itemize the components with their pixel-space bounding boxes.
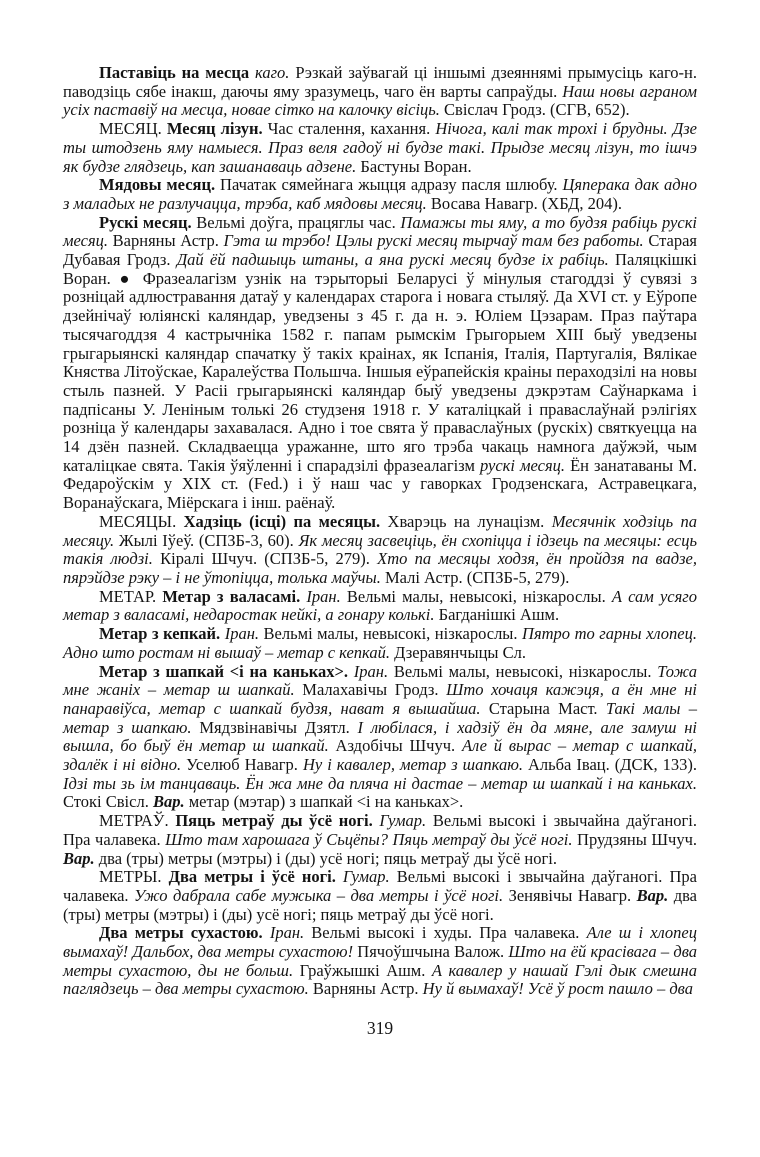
text-run: Пачатак сямейнага жыцця адразу пасля шлюбу. bbox=[215, 175, 563, 195]
text-run: Багданішкі Ашм. bbox=[434, 605, 560, 625]
paragraph bbox=[63, 924, 697, 999]
text-run: Час сталення, кахання. bbox=[262, 119, 436, 139]
text-run: Малі Астр. (СПЗБ-5, 279). bbox=[380, 567, 570, 587]
paragraph bbox=[63, 812, 697, 868]
text-run: Мядовы месяц. bbox=[99, 175, 216, 195]
text-run: два (тры) метры (мэтры) і (ды) усё ногі; пяць метраў ды ўсё ногі. bbox=[63, 885, 698, 924]
text-run: Уселюб Навагр. bbox=[181, 755, 303, 775]
text-run: МЕТАР. bbox=[99, 586, 163, 606]
paragraph bbox=[63, 120, 697, 176]
text-run: Бастуны Воран. bbox=[356, 156, 472, 176]
text-run: Вельмі доўга, працяглы час. bbox=[191, 212, 401, 232]
paragraph bbox=[63, 663, 697, 813]
text-run: Хто па месяцы ходзя, ён пройдзя па вадзе, пярэйдзе рэку – і не ўтопіцца, толька маўчы. bbox=[63, 549, 697, 587]
text-run: рускі месяц. bbox=[479, 455, 566, 475]
text-run: Стокі Свісл. bbox=[63, 792, 153, 812]
text-run: Граўжышкі Ашм. bbox=[293, 960, 432, 980]
text-run: Вельмі высокі і звычайна даўганогі. Пра чалавека. bbox=[63, 867, 697, 905]
paragraph bbox=[63, 868, 697, 924]
text-run: Што хочаця кажэця, а ён мне ні панаравіўса, метар с шапкай будзя, нават я вышайша. bbox=[63, 680, 698, 718]
text-run: Зенявічы Навагр. bbox=[503, 885, 637, 905]
text-run: два (тры) метры (мэтры) і (ды) усё ногі; пяць метраў ды ўсё ногі. bbox=[94, 848, 557, 868]
text-run: Дай ёй падшыць штаны, а яна рускі месяц будзе іх рабіць. bbox=[176, 250, 609, 270]
text-run: Ну й вымахаў! Усё ў рост пашло – два bbox=[422, 979, 693, 999]
paragraph bbox=[63, 214, 697, 513]
text-run: А кавалер у нашай Гэлі дык смешна паглядзець – два метры сухастою. bbox=[63, 960, 697, 999]
text-run: Два метры і ўсё ногі. bbox=[168, 867, 336, 887]
text-run: Кіралі Шчуч. (СПЗБ-5, 279). bbox=[152, 549, 378, 569]
text-run: Месяц лізун. bbox=[166, 119, 263, 139]
text-run: Старая Дубавая Гродз. bbox=[63, 231, 698, 270]
text-run: Рускі месяц. bbox=[99, 212, 192, 232]
text-run: Што на ёй красівага – два метры сухастою, ды не больш. bbox=[63, 942, 697, 980]
text-run: Метар з кепкай. bbox=[99, 624, 221, 644]
text-run: МЕСЯЦЫ. bbox=[99, 511, 184, 531]
text-run: Пятро то гарны хлопец. Адно што ростам ні вышаў – метар с кепкай. bbox=[63, 624, 698, 662]
text-run: Вельмі высокі і звычайна даўганогі. Пра чалавека. bbox=[63, 811, 698, 849]
text-run: Метар з валасамі. bbox=[162, 586, 301, 606]
text-run: Гумар. bbox=[335, 867, 390, 887]
text-run: А сам усяго метар з валасамі, недаростак нейкі, а гонару колькі. bbox=[63, 586, 697, 625]
text-run: Нічога, калі так трохі і брудны. Дзе ты штодзень яму намыеся. Праз веля гадоў ні будзе такі. Прыдзе месяц лізун, то ішчэ як будзе глядзець, кап зашанаваць адзене. bbox=[63, 119, 697, 176]
text-run: Паляцкішкі Воран. ● Фразеалагізм узнік на тэрыторыі Беларусі ў мінулыя стагоддзі ў сувязі з розніцай адлюстравання датаў у календарах старога і новага стыляў. Да XVI ст. у Еўропе дзейнічаў юліянскі каляндар, уведзены з 45 г. да н. э. Юліем Цэзарам. Праз паўтара тысячагоддзя 4 кастрычніка 1582 г. папам рымскім Грыгорыем XIII быў уведзены грыгарыянскі каляндар спачатку ў такіх краінах, як Іспанія, Італія, Партугалія, Вялікае Княства Літоўскае, Каралеўства Польшча. Іншыя еўрапейскія краіны пераходзілі на новы стыль пазней. У Расіі грыгарыянскі каляндар быў уведзены дэкрэтам Саўнаркама і падпісаны У. Леніным толькі 26 студзеня 1918 г. У каталіцкай і праваслаўнай рэлігіях розніца ў календары захавалася. Адно і тое свята ў праваслаўных (рускіх) святкуецца на 14 дзён пазней. Складваецца уражанне, што яго трэба чакаць намнога даўжэй, чым каталіцкае свята. Такія ўяўленні і спарадзілі фразеалагізм bbox=[63, 250, 697, 475]
text-run: Наш новы аграном усіх паставіў на месца, новае сітко на калочку вісіць. bbox=[63, 81, 698, 120]
text-run: Вар. bbox=[63, 848, 95, 868]
text-run: МЕСЯЦ. bbox=[99, 119, 167, 139]
paragraph bbox=[63, 64, 697, 120]
text-run: Месячнік ходзіць па месяцу. bbox=[63, 511, 697, 550]
text-block bbox=[63, 64, 697, 1038]
text-run: Што там харошага ў Сьцёпы? Пяць метраў ды ўсё ногі. bbox=[165, 829, 573, 849]
text-run: Іран. bbox=[348, 661, 389, 681]
text-run: Хварэць на лунацізм. bbox=[380, 511, 552, 531]
text-run: Свіслач Гродз. (СГВ, 652). bbox=[439, 100, 630, 120]
text-run: Пячоўшчына Валож. bbox=[353, 942, 509, 962]
text-run: Прудзяны Шчуч. bbox=[572, 829, 697, 849]
text-run: Вельмі малы, невысокі, нізкарослы. bbox=[340, 586, 612, 606]
text-run: Вар. bbox=[152, 792, 185, 812]
text-run: Але ш і хлопец вымахаў! Дальбох, два метры сухастою! bbox=[63, 923, 698, 962]
text-run: І любілася, і хадзіў ён да мяне, але замуш ні вышла, бо быў ён метар ш шапкай. bbox=[63, 717, 697, 756]
text-run: Мядзвінавічы Дзятл. bbox=[191, 717, 358, 737]
paragraph bbox=[63, 513, 697, 588]
text-run: метар (мэтар) з шапкай <і на каньках>. bbox=[184, 792, 464, 812]
text-run: Іран. bbox=[220, 624, 260, 644]
text-run: Восава Навагр. (ХБД, 204). bbox=[426, 193, 622, 213]
text-run: Іран. bbox=[300, 586, 341, 606]
text-run: Гумар. bbox=[372, 811, 427, 831]
page-number: 319 bbox=[366, 1018, 394, 1039]
text-run: Хадзіць (ісці) па месяцы. bbox=[183, 511, 381, 531]
text-run: Малахавічы Гродз. bbox=[294, 680, 447, 700]
paragraph bbox=[63, 625, 697, 662]
text-run: Варняны Астр. bbox=[308, 979, 423, 999]
text-run: Варняны Астр. bbox=[108, 231, 224, 251]
text-run: Але й вырас – метар с шапкай, здалёк і ні відно. bbox=[63, 736, 698, 775]
text-run: каго. bbox=[255, 63, 290, 82]
text-run: Ён занатаваны М. Федароўскім у XIX ст. (Fed.) і ў наш час у гаворках Гродзенскага, Астравецкага, Воранаўскага, Міёрскага і інш. раёнаў. bbox=[63, 455, 697, 513]
text-run: Дзеравянчыцы Сл. bbox=[389, 642, 526, 662]
text-run: Пяць метраў ды ўсё ногі. bbox=[175, 811, 373, 831]
text-run: Памажы ты яму, а то будзя рабіць рускі месяц. bbox=[63, 212, 698, 251]
text-run: МЕТРЫ. bbox=[99, 867, 169, 887]
text-run: Паставіць на месца bbox=[99, 63, 256, 82]
text-run: Іран. bbox=[262, 923, 305, 943]
text-run: Аздобічы Шчуч. bbox=[328, 736, 462, 756]
text-run: Цяперака дак адно з маладых не разлучацца, трэба, каб мядовы месяц. bbox=[63, 175, 697, 213]
text-run: Вельмі высокі і худы. Пра чалавека. bbox=[304, 923, 587, 943]
text-run: Ужо дабрала сабе мужыка – два метры і ўсё ногі. bbox=[134, 885, 504, 905]
text-run: Два метры сухастою. bbox=[99, 923, 263, 943]
text-run: Ну і кавалер, метар з шапкаю. bbox=[302, 755, 523, 775]
text-run: Альба Івац. (ДСК, 133). bbox=[522, 755, 697, 775]
text-run: Метар з шапкай <і на каньках>. bbox=[99, 661, 349, 681]
text-run: Гэта ш трэбо! Цэлы рускі месяц тырчаў там без работы. bbox=[223, 231, 644, 251]
text-run: Тожа мне жаніх – метар ш шапкай. bbox=[63, 661, 697, 700]
text-run: Старына Маст. bbox=[480, 698, 606, 718]
text-run: Ідзі ты зь ім танцаваць. Ён жа мне да пляча ні дастае – метар ш шапкай і на каньках. bbox=[63, 773, 697, 793]
paragraph bbox=[63, 588, 697, 625]
text-run: Вельмі малы, невысокі, нізкарослы. bbox=[388, 661, 658, 681]
text-run: Вар. bbox=[636, 885, 669, 905]
text-run: Як месяц засвеціць, ён схопіцца і ідзець па месяцы: есць такія людзі. bbox=[63, 530, 697, 569]
text-run: Жылі Іўеў. (СПЗБ-3, 60). bbox=[114, 530, 299, 550]
paragraph bbox=[63, 176, 697, 213]
text-run: Вельмі малы, невысокі, нізкарослы. bbox=[259, 624, 523, 644]
text-run: Рэзкай заўвагай ці іншымі дзеяннямі прымусіць каго-н. паводзіць сябе інакш, даючы яму зразумець, чаго ён варты сапраўды. bbox=[63, 63, 698, 101]
text-run: Такі малы – метар з шапкаю. bbox=[63, 698, 697, 737]
text-run: МЕТРАЎ. bbox=[99, 811, 176, 831]
